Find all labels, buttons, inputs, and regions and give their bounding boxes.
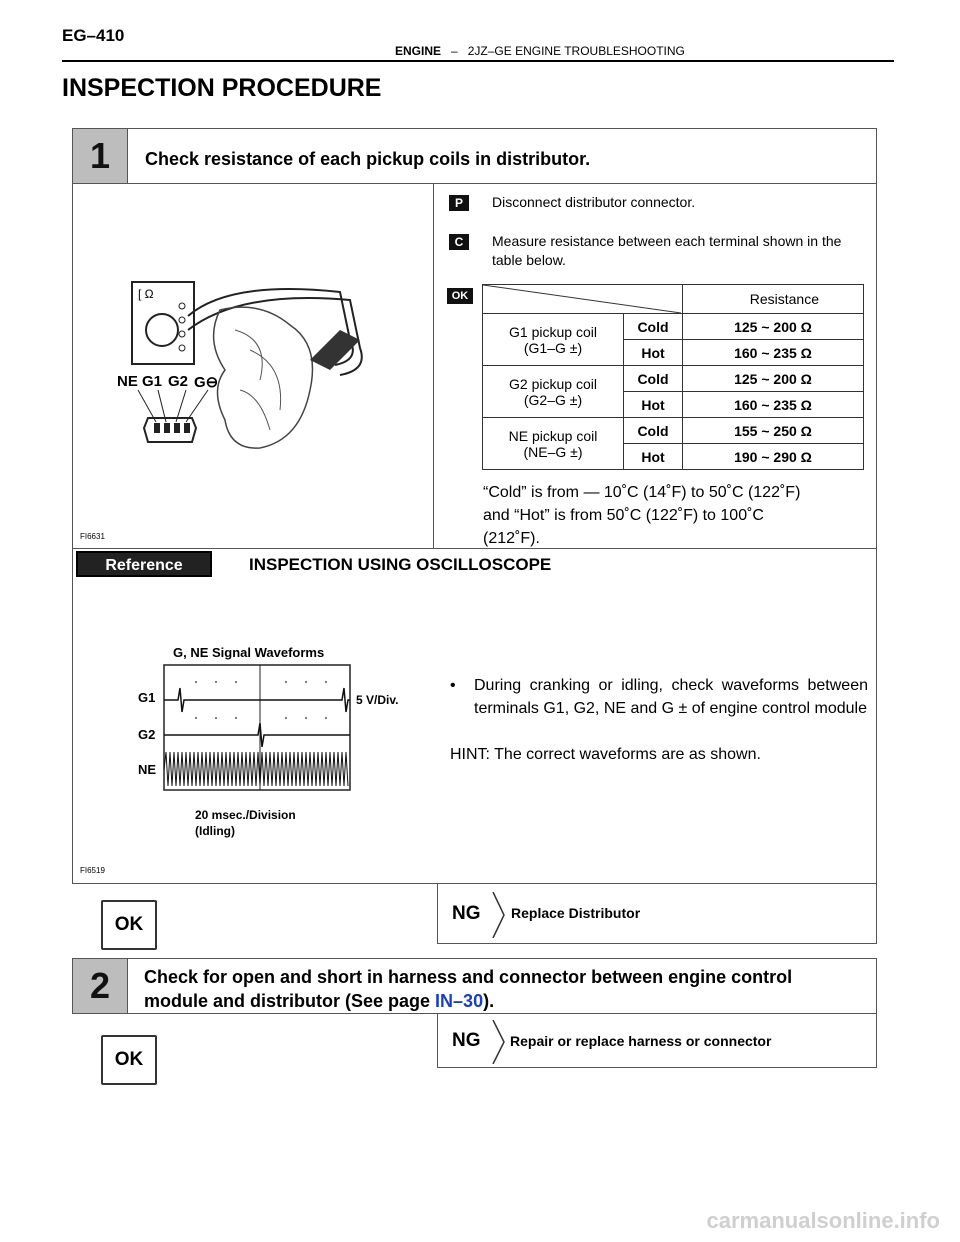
procedure-tag-p: P — [449, 195, 469, 211]
waveform-label-g2: G2 — [138, 727, 156, 742]
table-corner-cell — [483, 285, 683, 314]
waveform-title: G, NE Signal Waveforms — [173, 645, 325, 660]
table-row-coil — [483, 418, 624, 470]
distributor-connector-figure — [110, 270, 430, 470]
page-reference-link[interactable]: IN–30 — [435, 991, 484, 1011]
result2-arrow-icon — [492, 1020, 506, 1064]
step1-title: Check resistance of each pickup coils in distributor. — [145, 149, 591, 169]
header-subsection: 2JZ–GE ENGINE TROUBLESHOOTING — [467, 44, 685, 58]
header-separator: – — [451, 44, 458, 58]
temperature-note — [483, 481, 800, 550]
result2-ok-badge: OK — [101, 1035, 157, 1085]
temperature-note-line3: (212˚F). — [483, 530, 540, 547]
cold-label: Cold — [624, 366, 683, 392]
result1-divider — [437, 884, 438, 944]
waveform-label-g1: G1 — [138, 690, 156, 705]
instruction-disconnect: Disconnect distributor connector. — [492, 194, 696, 210]
time-division-label: 20 msec./Division — [195, 808, 296, 822]
watermark: carmanualsonline.info — [706, 1208, 940, 1233]
cold-label: Cold — [624, 314, 683, 340]
coil-terminals: (G1–G ±) — [523, 339, 583, 356]
waveform-label-ne: NE — [138, 762, 157, 777]
reference-label: Reference — [76, 551, 212, 577]
reference-hint: HINT: The correct waveforms are as shown. — [450, 746, 761, 763]
procedure-tag-c: C — [449, 234, 469, 250]
bullet-text: During cranking or idling, check waveforms between terminals G1, G2, NE and G ± of engine control module — [474, 677, 868, 717]
step1-number: 1 — [73, 129, 128, 183]
coil-name: G2 pickup coil — [509, 375, 597, 392]
cold-value: 125 ~ 200 Ω — [683, 314, 864, 340]
figure-id-fi6631: FI6631 — [80, 532, 105, 541]
hot-value: 160 ~ 235 Ω — [683, 340, 864, 366]
reference-title: INSPECTION USING OSCILLOSCOPE — [249, 555, 552, 574]
hot-value: 160 ~ 235 Ω — [683, 392, 864, 418]
page-number: EG–410 — [62, 26, 125, 45]
volt-division-label: 5 V/Div. — [356, 693, 399, 707]
instruction-measure: Measure resistance between each terminal shown in the table below. — [492, 233, 842, 268]
result2-right-edge — [876, 1014, 877, 1068]
result1-arrow-icon — [492, 892, 506, 938]
result2-action: Repair or replace harness or connector — [510, 1033, 772, 1049]
table-row-coil — [483, 314, 624, 366]
meter-label: [ Ω — [138, 287, 154, 301]
procedure-tag-ok: OK — [447, 288, 473, 304]
result2-divider — [437, 1014, 438, 1068]
hot-value: 190 ~ 290 Ω — [683, 444, 864, 470]
coil-terminals: (G2–G ±) — [523, 391, 583, 408]
coil-name: G1 pickup coil — [509, 323, 597, 340]
result1-ok-badge: OK — [101, 900, 157, 950]
table-header-resistance: Resistance — [683, 285, 864, 314]
step1-divider — [433, 184, 434, 548]
hot-label: Hot — [624, 444, 683, 470]
result1-action: Replace Distributor — [511, 905, 641, 921]
table-diagonal — [483, 285, 681, 313]
terminal-label-ne: NE — [117, 373, 138, 390]
header-rule — [62, 60, 894, 62]
result1-ng-badge: NG — [452, 903, 481, 924]
step2-title — [144, 965, 792, 1013]
result1-right-edge — [876, 884, 877, 944]
time-division-note: (Idling) — [195, 824, 235, 838]
oscilloscope-waveform-figure — [136, 640, 436, 855]
temperature-note-line2: and “Hot” is from 50˚C (122˚F) to 100˚C — [483, 507, 764, 524]
result2-ng-badge: NG — [452, 1030, 481, 1051]
coil-terminals: (NE–G ±) — [523, 443, 583, 460]
step2-title-line2-pre: module and distributor (See page — [144, 991, 436, 1011]
bullet-dot: • — [450, 677, 456, 694]
temperature-note-line1: “Cold” is from — 10˚C (14˚F) to 50˚C (122˚F) — [483, 484, 801, 501]
result2-underline — [437, 1067, 877, 1068]
resistance-table — [482, 284, 864, 470]
cold-value: 125 ~ 200 Ω — [683, 366, 864, 392]
terminal-label-g-minus: G⊖ — [194, 374, 219, 391]
page-title: INSPECTION PROCEDURE — [62, 74, 382, 102]
result1-underline — [437, 943, 877, 944]
hot-label: Hot — [624, 392, 683, 418]
step2-title-line2 — [144, 989, 792, 1013]
coil-name: NE pickup coil — [508, 427, 598, 444]
reference-bullet — [450, 674, 868, 720]
step2-title-line2-post: ). — [483, 991, 495, 1011]
running-header — [395, 44, 685, 58]
cold-value: 155 ~ 250 Ω — [683, 418, 864, 444]
step2-number: 2 — [73, 959, 128, 1013]
terminal-label-g1: G1 — [142, 373, 163, 390]
terminal-label-g2: G2 — [168, 373, 189, 390]
cold-label: Cold — [624, 418, 683, 444]
figure-id-fi6519: FI6519 — [80, 866, 105, 875]
step2-title-line1: Check for open and short in harness and connector between engine control — [144, 967, 793, 987]
table-row-coil — [483, 366, 624, 418]
hot-label: Hot — [624, 340, 683, 366]
header-section: ENGINE — [395, 44, 442, 58]
